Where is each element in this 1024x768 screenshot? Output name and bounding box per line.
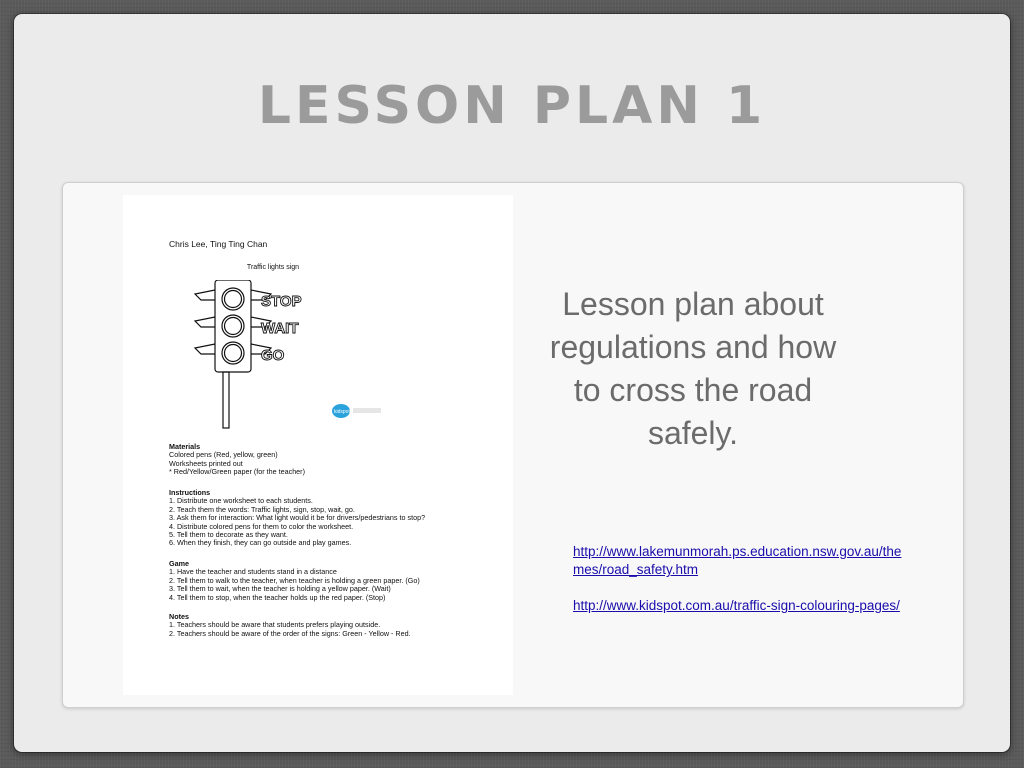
notes-section bbox=[169, 613, 411, 638]
list-item: 2. Teach them the words: Traffic lights, sign, stop, wait, go. bbox=[169, 504, 355, 514]
list-item: 1. Distribute one worksheet to each students. bbox=[169, 496, 313, 506]
link-kidspot[interactable]: http://www.kidspot.com.au/traffic-sign-colouring-pages/ bbox=[573, 598, 900, 613]
kidspot-logo bbox=[332, 404, 381, 418]
stop-label: STOP bbox=[261, 293, 302, 310]
traffic-light-drawing bbox=[163, 280, 413, 440]
materials-section bbox=[169, 443, 305, 477]
slide bbox=[14, 14, 1010, 752]
worksheet-authors: Chris Lee, Ting Ting Chan bbox=[169, 239, 268, 249]
instructions-section bbox=[169, 489, 425, 548]
materials-heading: Materials bbox=[169, 442, 201, 451]
slide-title: LESSON PLAN 1 bbox=[257, 76, 767, 136]
game-section bbox=[169, 560, 420, 602]
instructions-heading: Instructions bbox=[169, 488, 211, 497]
go-label: GO bbox=[261, 347, 285, 364]
game-heading: Game bbox=[169, 559, 189, 568]
list-item: * Red/Yellow/Green paper (for the teacher) bbox=[169, 467, 305, 477]
list-item: 2. Teachers should be aware of the order of the signs: Green - Yellow - Red. bbox=[169, 628, 411, 638]
link-lakemunmorah[interactable]: http://www.lakemunmorah.ps.education.nsw.gov.au/themes/road_safety.htm bbox=[573, 544, 902, 577]
list-item: Colored pens (Red, yellow, green) bbox=[169, 450, 278, 460]
svg-text:kidspot: kidspot bbox=[334, 409, 350, 415]
list-item: 4. Tell them to stop, when the teacher holds up the red paper. (Stop) bbox=[169, 592, 386, 602]
list-item: Worksheets printed out bbox=[169, 458, 243, 468]
wait-label: WAIT bbox=[261, 320, 299, 337]
list-item: 2. Tell them to walk to the teacher, when teacher is holding a green paper. (Go) bbox=[169, 575, 420, 585]
lesson-caption: Lesson plan about regulations and how to cross the road safely. bbox=[549, 286, 837, 451]
list-item: 3. Tell them to wait, when the teacher is holding a yellow paper. (Wait) bbox=[169, 584, 391, 594]
reference-links bbox=[573, 543, 903, 615]
list-item: 4. Distribute colored pens for them to color the worksheet. bbox=[169, 521, 354, 531]
notes-heading: Notes bbox=[169, 612, 189, 621]
list-item: 1. Have the teacher and students stand in a distance bbox=[169, 567, 337, 577]
list-item: 5. Tell them to decorate as they want. bbox=[169, 530, 288, 540]
list-item: 3. Ask them for interaction: What light would it be for drivers/pedestrians to stop? bbox=[169, 513, 426, 523]
content-panel bbox=[62, 182, 964, 708]
worksheet-image bbox=[123, 195, 513, 695]
list-item: 6. When they finish, they can go outside and play games. bbox=[169, 538, 352, 548]
list-item: 1. Teachers should be aware that students prefers playing outside. bbox=[169, 620, 381, 630]
worksheet-sheet-title: Traffic lights sign bbox=[246, 264, 300, 271]
